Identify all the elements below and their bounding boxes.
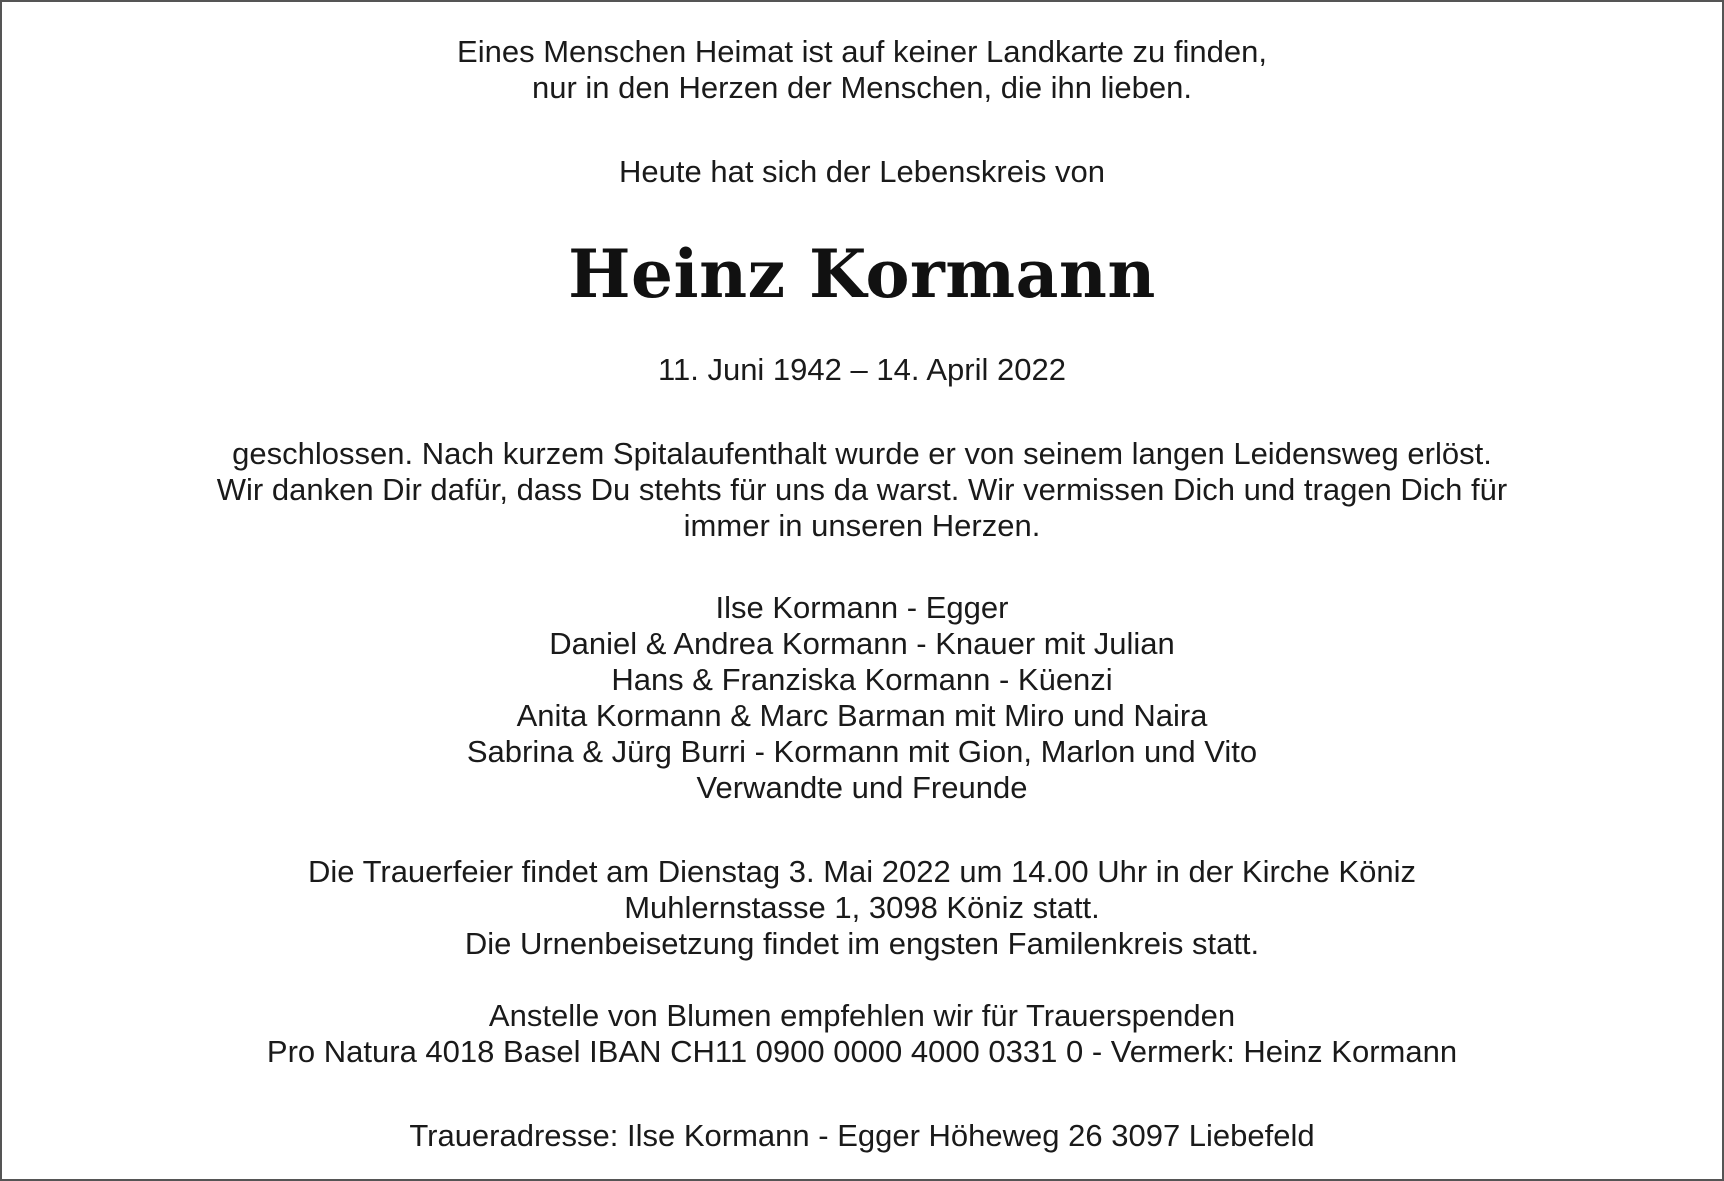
intro-text: Heute hat sich der Lebenskreis von bbox=[619, 154, 1105, 189]
motto-line: nur in den Herzen der Menschen, die ihn lieben. bbox=[531, 70, 1193, 105]
body-line: immer in unseren Herzen. bbox=[683, 508, 1041, 543]
mourner-entry: Daniel & Andrea Kormann - Knauer mit Julian bbox=[549, 626, 1175, 661]
deceased-name: Heinz Kormann bbox=[568, 235, 1156, 313]
donation-line: Pro Natura 4018 Basel IBAN CH11 0900 0000 4000 0331 0 - Vermerk: Heinz Kormann bbox=[266, 1034, 1458, 1069]
motto-line: Eines Menschen Heimat ist auf keiner Landkarte zu finden, bbox=[457, 34, 1267, 69]
ceremony-line: Die Urnenbeisetzung findet im engsten Familenkreis statt. bbox=[464, 926, 1260, 961]
ceremony-line: Die Trauerfeier findet am Dienstag 3. Mai 2022 um 14.00 Uhr in der Kirche Köniz bbox=[308, 854, 1416, 889]
mourner-entry: Hans & Franziska Kormann - Küenzi bbox=[611, 662, 1113, 697]
mourner-entry: Sabrina & Jürg Burri - Kormann mit Gion, Marlon und Vito bbox=[466, 734, 1258, 769]
donation-line: Anstelle von Blumen empfehlen wir für Trauerspenden bbox=[488, 998, 1236, 1033]
body-line: Wir danken Dir dafür, dass Du stehts für uns da warst. Wir vermissen Dich und tragen Dich für bbox=[216, 472, 1508, 507]
mourning-address: Traueradresse: Ilse Kormann - Egger Höheweg 26 3097 Liebefeld bbox=[409, 1118, 1315, 1153]
mourner-entry: Verwandte und Freunde bbox=[696, 770, 1028, 805]
ceremony-info bbox=[2, 854, 1722, 962]
life-dates: 11. Juni 1942 – 14. April 2022 bbox=[658, 352, 1066, 387]
mourners-list bbox=[2, 590, 1722, 806]
mourner-entry: Anita Kormann & Marc Barman mit Miro und Naira bbox=[516, 698, 1208, 733]
body-line: geschlossen. Nach kurzem Spitalaufenthalt wurde er von seinem langen Leidensweg erlöst. bbox=[232, 436, 1492, 471]
motto-quote bbox=[2, 34, 1722, 106]
donation-info bbox=[2, 998, 1722, 1070]
ceremony-line: Muhlernstasse 1, 3098 Köniz statt. bbox=[624, 890, 1100, 925]
mourner-entry: Ilse Kormann - Egger bbox=[715, 590, 1009, 625]
notice-body bbox=[2, 436, 1722, 544]
